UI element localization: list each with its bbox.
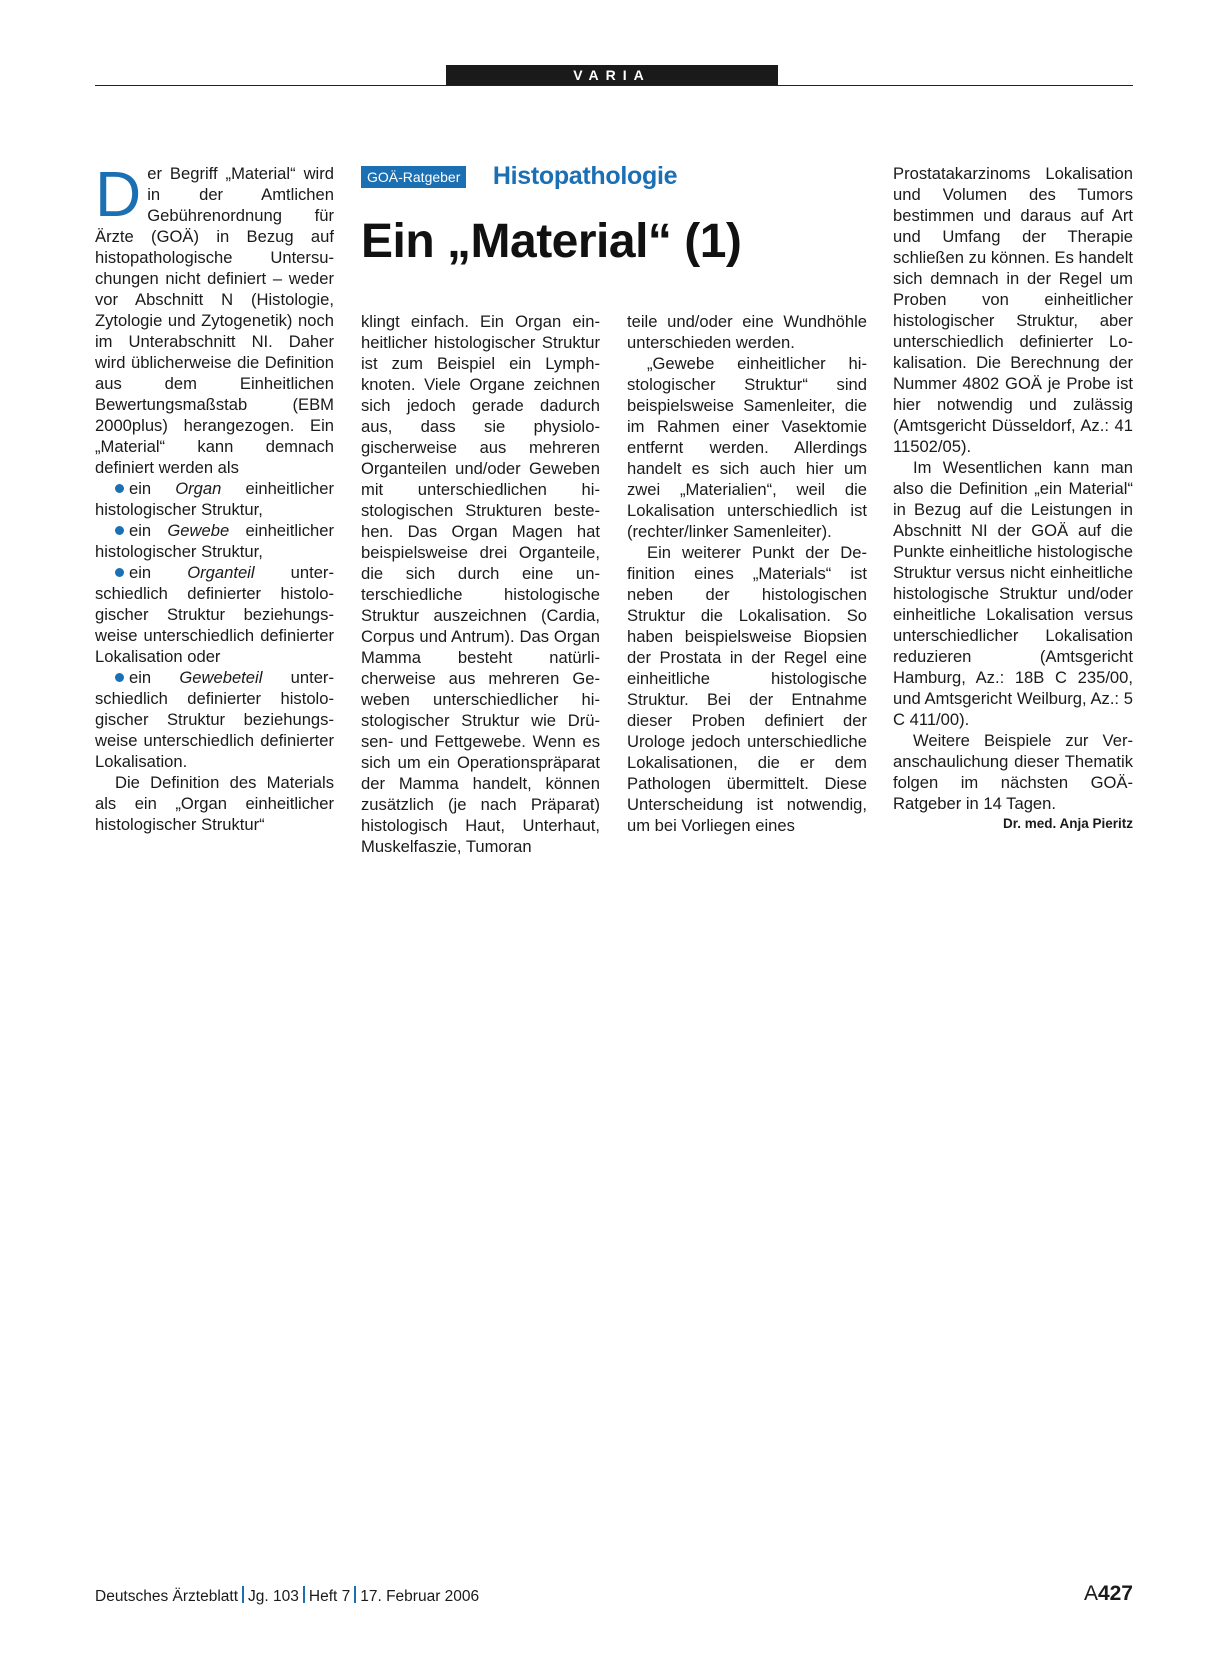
separator	[242, 1586, 244, 1603]
bullet-icon	[115, 526, 124, 535]
list-item: ein Organ einheitlicher histologischer Struktur,	[95, 479, 334, 519]
body-paragraph: Die Definition des Materials als ein „Organ einheitlicher histologischer Struktur“	[95, 773, 334, 834]
term: Organteil	[187, 563, 255, 582]
column-4	[893, 163, 1133, 834]
column-2	[361, 311, 600, 857]
term: Gewebeteil	[179, 668, 263, 687]
body-paragraph: teile und/oder eine Wundhöhle unterschieden werden.	[627, 312, 867, 352]
article-headline: Ein „Material“ (1)	[361, 215, 742, 268]
volume: Jg. 103	[248, 1588, 299, 1605]
body-paragraph: Prostatakarzinoms Lokalisation und Volumen des Tumors bestimmen und daraus auf Art und Umfang der Therapie schließen zu können. Es handelt sich demnach in der Regel um Proben von einheitlicher histologischer Struktur, aber unterschiedlich definierter Lokalisation. Die Berechnung der Nummer 4802 GOÄ je Probe ist hier notwendig und zulässig (Amtsgericht Düsseldorf, Az.: 41 11502/05).	[893, 164, 1133, 456]
page-number: A427	[1083, 1582, 1133, 1605]
intro-paragraph	[95, 158, 334, 478]
page-footer	[95, 1582, 1133, 1608]
article-kicker: Histopathologie	[492, 162, 678, 190]
category-badge: GOÄ-Ratgeber	[361, 166, 466, 188]
column-3	[627, 311, 867, 836]
body-paragraph: Weitere Beispiele zur Veranschaulichung dieser Thematik folgen im nächsten GOÄ-Ratgeber in 14 Tagen.	[893, 731, 1133, 813]
body-paragraph: „Gewebe einheitlicher histologischer Struktur“ sind beispielsweise Samenleiter, die im Rahmen einer Vasektomie entfernt werden. Allerdings handelt es sich auch hier um zwei „Materialien“, weil die Lokalisation unterschiedlich ist (rechter/linker Samenleiter).	[627, 354, 867, 541]
body-paragraph: Im Wesentlichen kann man also die Definition „ein Material“ in Bezug auf die Leistungen in Abschnitt NI der GOÄ auf die Punkte einheitliche histologische Struktur versus nicht einheitliche histologische Struktur und/oder einheitliche Lokalisation versus unterschiedlicher Lokalisation reduzieren (Amtsgericht Hamburg, Az.: 18B C 235/00, und Amtsgericht Weilburg, Az.: 5 C 411/00).	[893, 458, 1133, 729]
bullet-icon	[115, 484, 124, 493]
issue-date: 17. Februar 2006	[360, 1588, 480, 1605]
author-byline: Dr. med. Anja Pieritz	[1002, 816, 1133, 831]
issue: Heft 7	[308, 1588, 351, 1605]
definition-list	[95, 478, 334, 772]
term: Organ	[175, 479, 222, 498]
list-item: ein Organteil unterschiedlich definierter histologischer Struktur beziehungsweise unterschiedlich definierter Lokalisation oder	[95, 563, 334, 666]
column-1	[95, 158, 334, 835]
intro-text: er Begriff „Material“ wird in der Amtlichen Gebührenordnung für Ärzte (GOÄ) in Bezug auf histopathologische Untersuchungen nicht definiert – weder vor Abschnitt N (Histologie, Zytologie und Zytogenetik) noch im Unterabschnitt NI. Daher wird üblicherweise die Definition aus dem Einheitlichen Bewertungsmaßstab (EBM 2000plus) herangezogen. Ein „Material“ kann demnach definiert werden als	[95, 164, 334, 477]
body-paragraph: klingt einfach. Ein Organ einheitlicher histologischer Struktur ist zum Beispiel ein Lymphknoten. Viele Organe zeichnen sich jedoch gerade dadurch aus, dass sie physiologischerweise aus mehreren Organteilen und/oder Geweben mit unterschiedlichen histologischen Strukturen bestehen. Das Organ Magen hat beispielsweise drei Organteile, die sich durch eine unterschiedliche histologische Struktur auszeichnen (Cardia, Corpus und Antrum). Das Organ Mamma besteht natürlicherweise aus mehreren Geweben unterschiedlicher histologischer Struktur wie Drüsen- und Fettgewebe. Wenn es sich um ein Operationspräparat der Mamma handelt, können zusätzlich (je nach Präparat) histologisch Haut, Unterhaut, Muskelfaszie, Tumoran	[361, 312, 600, 856]
body-paragraph: Ein weiterer Punkt der Definition eines „Materials“ ist neben der histologischen Struktur die Lokalisation. So haben beispielsweise Biopsien der Prostata in der Regel eine einheitliche histologische Struktur. Bei der Entnahme dieser Proben definiert der Urologe jedoch unterschiedliche Lokalisationen, die er dem Pathologen übermittelt. Diese Unterscheidung ist notwendig, um bei Vorliegen eines	[627, 543, 867, 835]
list-item: ein Gewebeteil unterschiedlich definierter histologischer Struktur beziehungsweise unterschiedlich definierter Lokalisation.	[95, 668, 334, 771]
header-rule	[95, 85, 1133, 86]
section-label: VARIA	[446, 65, 778, 85]
article-kicker-row	[361, 162, 867, 191]
bullet-icon	[115, 568, 124, 577]
bullet-icon	[115, 673, 124, 682]
separator	[354, 1586, 356, 1603]
list-item: ein Gewebe einheitlicher histologischer Struktur,	[95, 521, 334, 561]
separator	[303, 1586, 305, 1603]
journal-name: Deutsches Ärzteblatt	[95, 1588, 239, 1605]
section-header	[95, 65, 1133, 86]
term: Gewebe	[167, 521, 230, 540]
drop-cap: D	[95, 158, 142, 230]
